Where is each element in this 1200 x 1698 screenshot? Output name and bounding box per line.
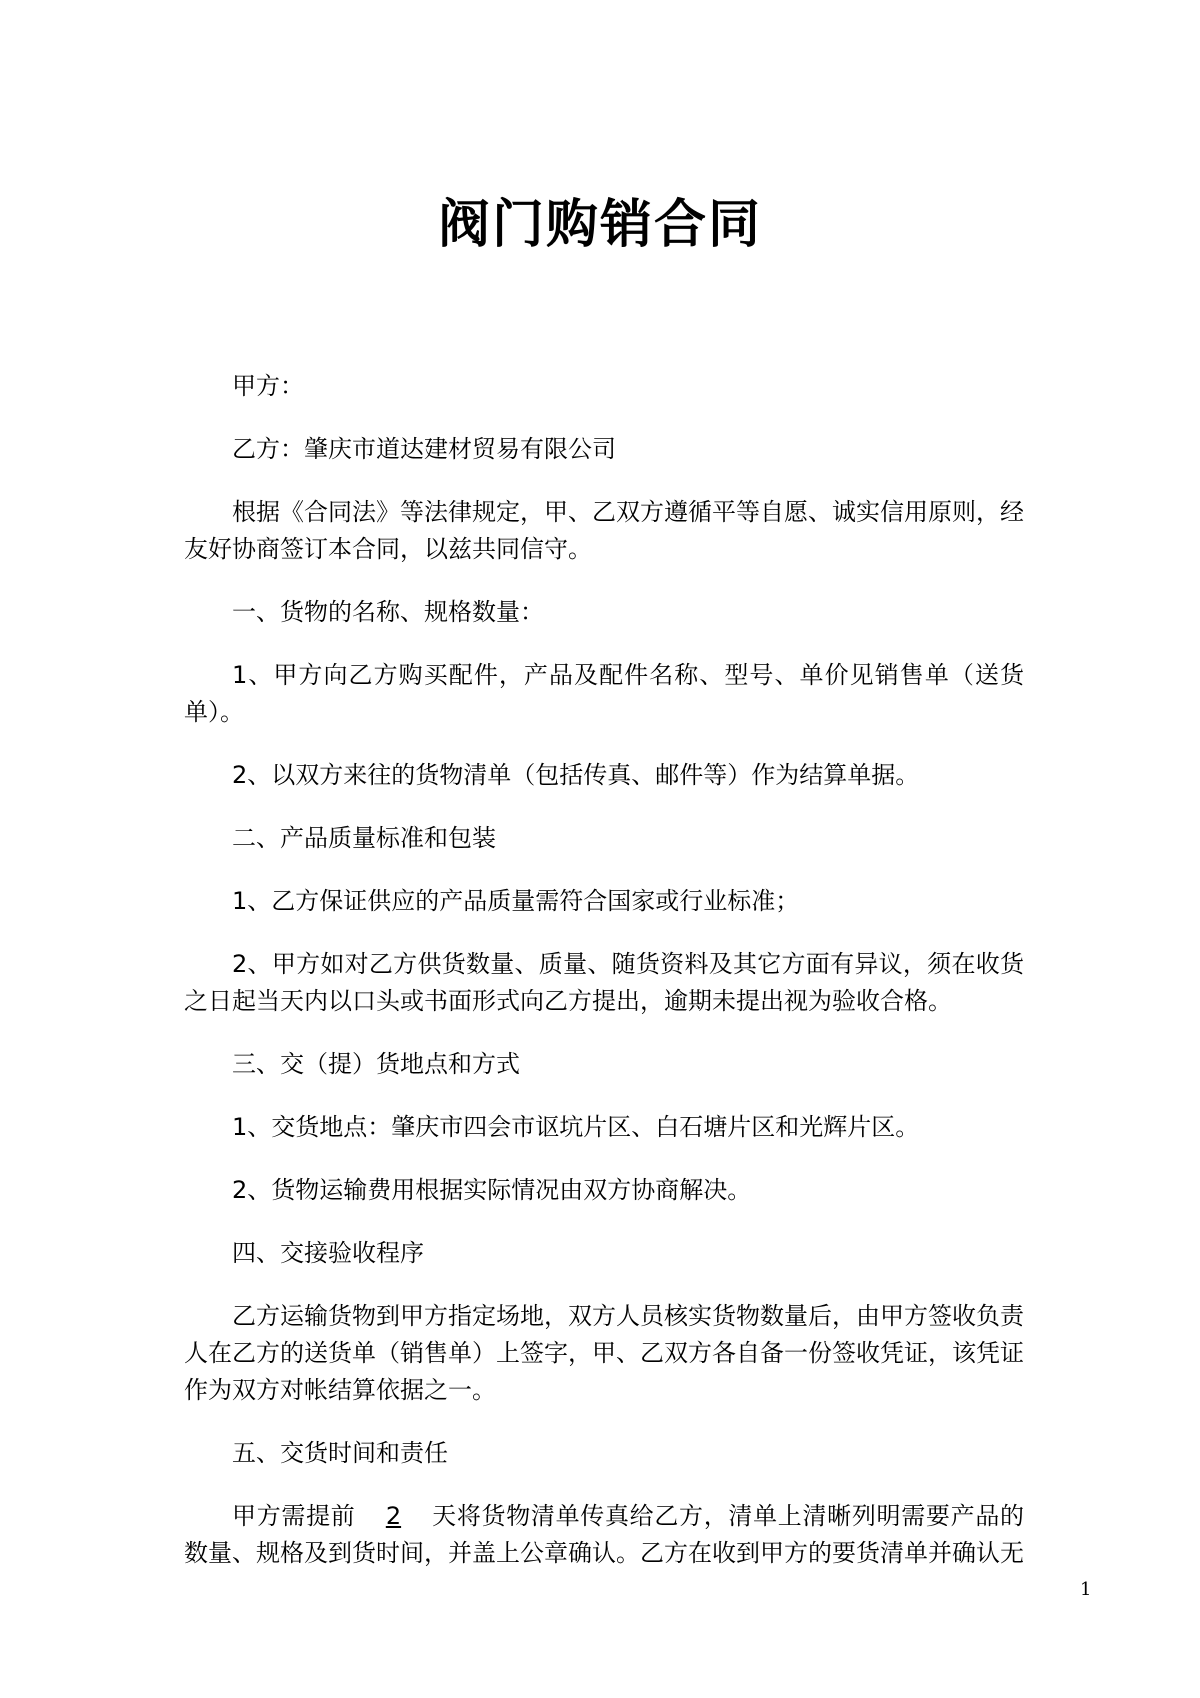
advance-days-blank: 2: [385, 1502, 402, 1530]
section-2-item-2: 2、甲方如对乙方供货数量、质量、随货资料及其它方面有异议，须在收货之日起当天内以口头或书面形式向乙方提出，逾期未提出视为验收合格。: [184, 950, 1024, 1015]
section-1-item-2: 2、以双方来往的货物清单（包括传真、邮件等）作为结算单据。: [232, 761, 920, 789]
party-b-line: 乙方：肇庆市道达建材贸易有限公司: [232, 435, 616, 463]
section-3-heading: 三、交（提）货地点和方式: [232, 1050, 520, 1078]
party-a-line: 甲方：: [232, 372, 304, 400]
page-number: 1: [1080, 1579, 1092, 1600]
section-1-item-1: 1、甲方向乙方购买配件，产品及配件名称、型号、单价见销售单（送货单）。: [184, 661, 1024, 726]
section-5-heading: 五、交货时间和责任: [232, 1439, 448, 1467]
section-1-heading: 一、货物的名称、规格数量：: [232, 598, 544, 626]
section-5-text-before: 甲方需提前: [232, 1502, 356, 1530]
section-5-paragraph: [184, 1498, 1024, 1572]
section-2-item-1: 1、乙方保证供应的产品质量需符合国家或行业标准；: [232, 887, 800, 915]
section-4-heading: 四、交接验收程序: [232, 1239, 424, 1267]
section-3-item-2: 2、货物运输费用根据实际情况由双方协商解决。: [232, 1176, 752, 1204]
document-title: 阀门购销合同: [437, 195, 762, 255]
section-3-item-1: 1、交货地点：肇庆市四会市讴坑片区、白石塘片区和光辉片区。: [232, 1113, 920, 1141]
intro-paragraph: 根据《合同法》等法律规定，甲、乙双方遵循平等自愿、诚实信用原则，经友好协商签订本合同，以兹共同信守。: [184, 498, 1024, 563]
section-4-paragraph: 乙方运输货物到甲方指定场地，双方人员核实货物数量后，由甲方签收负责人在乙方的送货单（销售单）上签字，甲、乙双方各自备一份签收凭证，该凭证作为双方对帐结算依据之一。: [184, 1302, 1024, 1404]
contract-body: [184, 368, 1024, 1598]
section-2-heading: 二、产品质量标准和包装: [232, 824, 496, 852]
section-5-text-after: 天将货物清单传真给乙方，清单上清晰列明需要产品的数量、规格及到货时间，并盖上公章确认。乙方在收到甲方的要货清单并确认无: [184, 1502, 1025, 1567]
